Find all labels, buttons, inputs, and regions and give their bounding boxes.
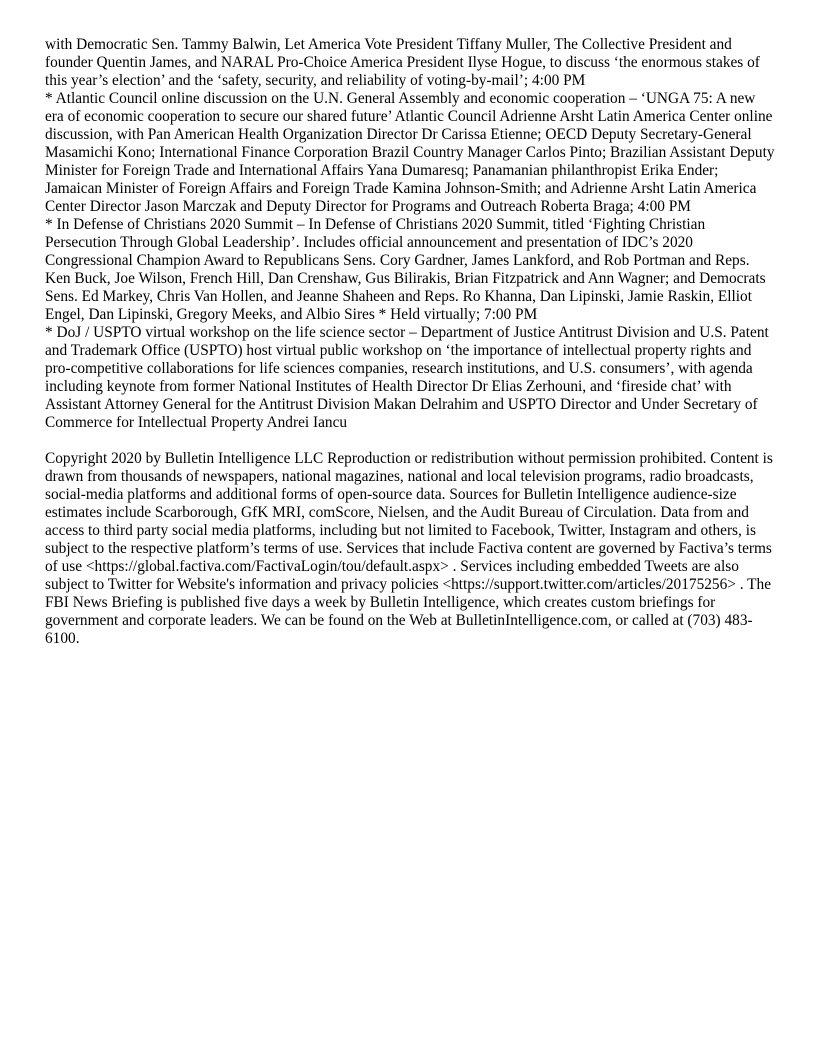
event-entry-atlantic-council: * Atlantic Council online discussion on the U.N. General Assembly and economic cooperation – ‘UNGA 75: A new era of economic cooperation to secure our shared future’ Atlantic Council Adrienne Arsht Latin America Center online discussion, with Pan American Health Organization Director Dr Carissa Etienne; OECD Deputy Secretary-General Masamichi Kono; International Finance Corporation Brazil Country Manager Carlos Pinto; Brazilian Assistant Deputy Minister for Foreign Trade and International Affairs Yana Dumaresq; Panamanian philanthropist Erika Ender; Jamaican Minister of Foreign Affairs and Foreign Trade Kamina Johnson-Smith; and Adrienne Arsht Latin America Center Director Jason Marczak and Deputy Director for Programs and Outreach Roberta Braga; 4:00 PM (45, 90, 775, 215)
event-entry-doj-uspto-workshop: * DoJ / USPTO virtual workshop on the life science sector – Department of Justice Antitrust Division and U.S. Patent and Trademark Office (USPTO) host virtual public workshop on ‘the importance of intellectual property rights and pro-competitive collaborations for life sciences companies, research institutions, and U.S. consumers’, with agenda including keynote from former National Institutes of Health Director Dr Elias Zerhouni, and ‘fireside chat’ with Assistant Attorney General for the Antitrust Division Makan Delrahim and USPTO Director and Under Secretary of Commerce for Intellectual Property Andrei Iancu (45, 324, 769, 431)
document-page (45, 36, 775, 648)
paragraph-spacer (45, 432, 775, 450)
event-entry-voting-by-mail: with Democratic Sen. Tammy Balwin, Let America Vote President Tiffany Muller, The Collective President and founder Quentin James, and NARAL Pro-Choice America President Ilyse Hogue, to discuss ‘the enormous stakes of this year’s election’ and the ‘safety, security, and reliability of voting-by-mail’; 4:00 PM (45, 36, 760, 89)
copyright-notice: Copyright 2020 by Bulletin Intelligence LLC Reproduction or redistribution without permission prohibited. Content is drawn from thousands of newspapers, national magazines, national and local television programs, radio broadcasts, social-media platforms and additional forms of open-source data. Sources for Bulletin Intelligence audience-size estimates include Scarborough, GfK MRI, comScore, Nielsen, and the Audit Bureau of Circulation. Data from and access to third party social media platforms, including but not limited to Facebook, Twitter, Instagram and others, is subject to the respective platform’s terms of use. Services that include Factiva content are governed by Factiva’s terms of use <https://global.factiva.com/FactivaLogin/tou/default.aspx> . Services including embedded Tweets are also subject to Twitter for Website's information and privacy policies <https://support.twitter.com/articles/20175256> . The FBI News Briefing is published five days a week by Bulletin Intelligence, which creates custom briefings for government and corporate leaders. We can be found on the Web at BulletinIntelligence.com, or called at (703) 483-6100. (45, 450, 773, 647)
event-entry-idc-summit: * In Defense of Christians 2020 Summit – In Defense of Christians 2020 Summit, titled ‘Fighting Christian Persecution Through Global Leadership’. Includes official announcement and presentation of IDC’s 2020 Congressional Champion Award to Republicans Sens. Cory Gardner, James Lankford, and Rob Portman and Reps. Ken Buck, Joe Wilson, French Hill, Dan Crenshaw, Gus Bilirakis, Brian Fitzpatrick and Ann Wagner; and Democrats Sens. Ed Markey, Chris Van Hollen, and Jeanne Shaheen and Reps. Ro Khanna, Dan Lipinski, Jamie Raskin, Elliot Engel, Dan Lipinski, Gregory Meeks, and Albio Sires * Held virtually; 7:00 PM (45, 216, 766, 323)
event-listings (45, 36, 775, 432)
